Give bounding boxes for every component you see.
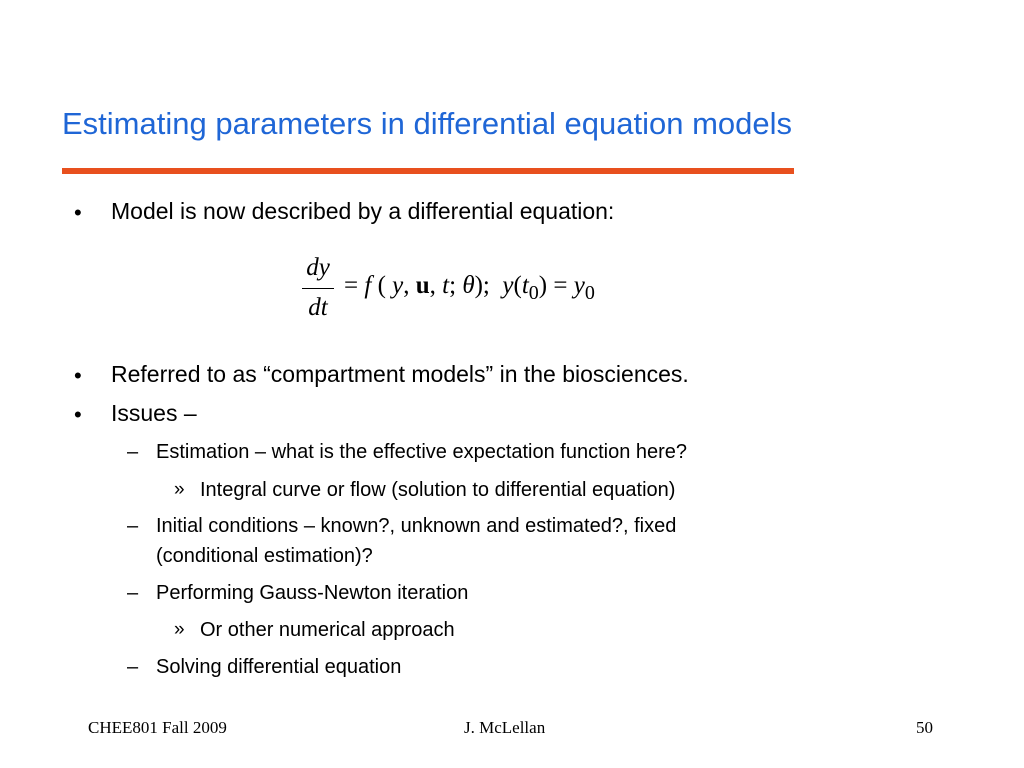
chevron-marker: » — [174, 619, 185, 640]
differential-equation — [300, 250, 660, 330]
sub-sub-item-numerical-approach: Or other numerical approach — [200, 619, 455, 641]
bullet-marker: • — [74, 200, 82, 225]
chevron-marker: » — [174, 479, 185, 500]
bullet-marker: • — [74, 402, 82, 427]
dash-marker: – — [127, 515, 139, 537]
sub-item-solving: Solving differential equation — [156, 656, 402, 678]
sub-item-initial-conditions-cont: (conditional estimation)? — [156, 545, 373, 567]
sub-sub-item-integral-curve: Integral curve or flow (solution to differential equation) — [200, 479, 676, 501]
footer-page-number: 50 — [916, 718, 933, 737]
dash-marker: – — [127, 582, 139, 604]
footer-course: CHEE801 Fall 2009 — [88, 718, 227, 737]
footer-author: J. McLellan — [464, 718, 546, 737]
sub-item-gauss-newton: Performing Gauss-Newton iteration — [156, 582, 469, 604]
bullet-issues: Issues – — [111, 400, 197, 426]
bullet-marker: • — [74, 363, 82, 388]
title-underline — [62, 168, 794, 174]
dash-marker: – — [127, 441, 139, 463]
sub-item-initial-conditions: Initial conditions – known?, unknown and estimated?, fixed — [156, 515, 677, 537]
dash-marker: – — [127, 656, 139, 678]
slide-title: Estimating parameters in differential equation models — [62, 106, 793, 141]
bullet-model-description: Model is now described by a differential equation: — [111, 198, 615, 224]
bullet-compartment-models: Referred to as “compartment models” in the biosciences. — [111, 361, 689, 387]
equation-numerator: dy — [306, 254, 330, 281]
sub-item-estimation: Estimation – what is the effective expectation function here? — [156, 441, 688, 463]
equation-rhs: = f ( y, u, t; θ); $y(t_0) = y_0$ — [344, 272, 595, 304]
equation-denominator: dt — [308, 294, 328, 321]
